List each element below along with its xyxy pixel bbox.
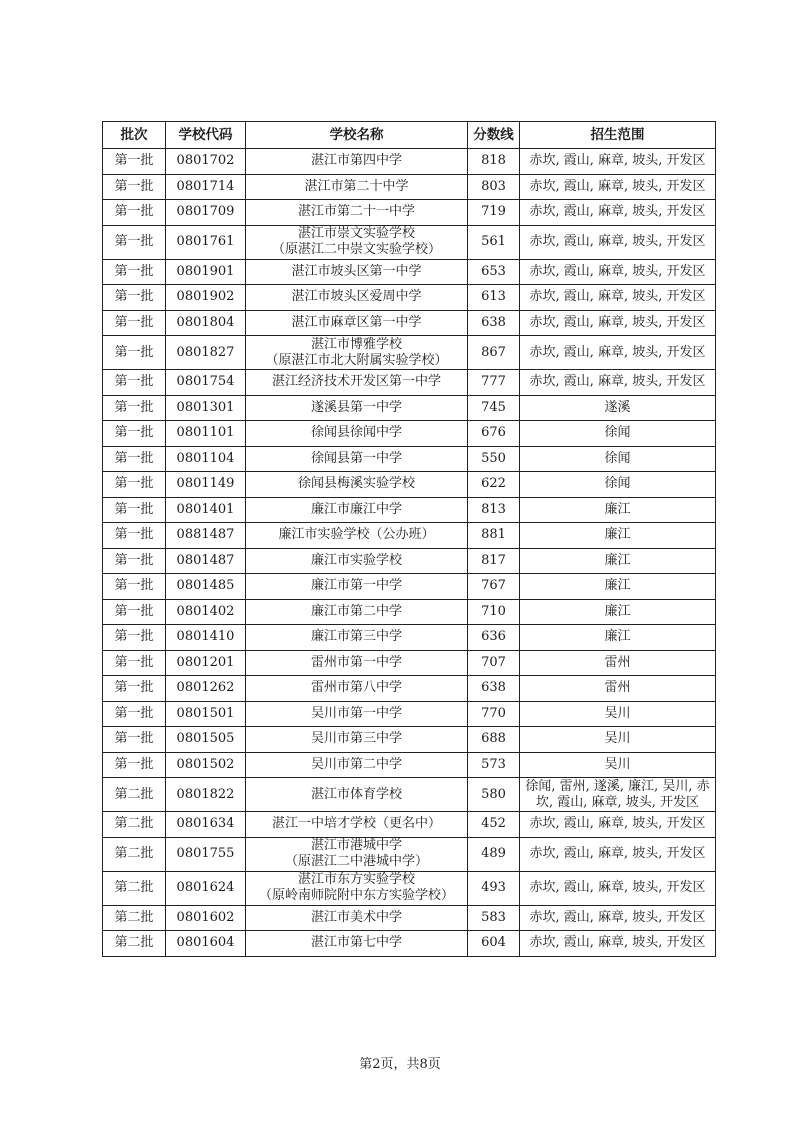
school-name-cell-line: （原湛江市北大附属实验学校） bbox=[265, 352, 448, 368]
batch-cell: 第一批 bbox=[103, 285, 166, 311]
table-row bbox=[103, 225, 716, 259]
enrollment-area-cell bbox=[520, 336, 716, 370]
enrollment-area-cell-line: 赤坎, 霞山, 麻章, 坡头, 开发区 bbox=[529, 314, 706, 330]
school-name-cell bbox=[246, 446, 468, 472]
school-name-cell-line: （原湛江二中崇文实验学校） bbox=[271, 242, 441, 257]
school-code-cell: 0801804 bbox=[166, 310, 246, 336]
enrollment-area-cell bbox=[520, 200, 716, 226]
enrollment-area-cell bbox=[520, 599, 716, 625]
batch-cell: 第一批 bbox=[103, 574, 166, 600]
school-name-cell-line: 徐闻县梅溪实验学校 bbox=[297, 476, 415, 492]
table-row bbox=[103, 650, 716, 676]
batch-cell: 第一批 bbox=[103, 225, 166, 259]
school-name-cell bbox=[246, 625, 468, 651]
score-line-cell: 818 bbox=[468, 149, 520, 175]
batch-cell: 第二批 bbox=[103, 837, 166, 871]
school-name-cell bbox=[246, 200, 468, 226]
enrollment-area-cell bbox=[520, 446, 716, 472]
enrollment-area-cell bbox=[520, 472, 716, 498]
score-line-cell: 580 bbox=[468, 778, 520, 812]
score-line-cell: 583 bbox=[468, 905, 520, 931]
score-line-cell: 817 bbox=[468, 548, 520, 574]
header-score-line: 分数线 bbox=[468, 122, 520, 149]
batch-cell: 第二批 bbox=[103, 778, 166, 812]
school-name-cell-line: 湛江经济技术开发区第一中学 bbox=[271, 374, 441, 390]
score-line-cell: 719 bbox=[468, 200, 520, 226]
school-name-cell bbox=[246, 336, 468, 370]
school-name-cell-line: 湛江一中培才学校（更名中） bbox=[271, 816, 441, 832]
table-row bbox=[103, 625, 716, 651]
school-name-cell bbox=[246, 650, 468, 676]
school-code-cell: 0801714 bbox=[166, 174, 246, 200]
table-row bbox=[103, 548, 716, 574]
enrollment-area-cell-line: 雷州 bbox=[604, 654, 631, 670]
school-name-cell bbox=[246, 149, 468, 175]
school-name-cell bbox=[246, 310, 468, 336]
school-name-cell-line: 廉江市第二中学 bbox=[310, 603, 402, 619]
school-name-cell bbox=[246, 285, 468, 311]
table-row bbox=[103, 446, 716, 472]
school-code-cell: 0801410 bbox=[166, 625, 246, 651]
page-number: 第2页，共8页 bbox=[359, 1057, 441, 1072]
enrollment-area-cell-line: 遂溪 bbox=[604, 399, 631, 415]
enrollment-area-cell bbox=[520, 752, 716, 778]
enrollment-area-cell bbox=[520, 395, 716, 421]
batch-cell: 第一批 bbox=[103, 701, 166, 727]
batch-cell: 第一批 bbox=[103, 676, 166, 702]
header-enrollment-area: 招生范围 bbox=[520, 122, 716, 149]
school-code-cell: 0801101 bbox=[166, 421, 246, 447]
school-name-cell-line: 廉江市第一中学 bbox=[310, 578, 402, 594]
school-name-cell-line: 廉江市第三中学 bbox=[310, 629, 402, 645]
school-name-cell bbox=[246, 676, 468, 702]
enrollment-area-cell-line: 赤坎, 霞山, 麻章, 坡头, 开发区 bbox=[529, 846, 706, 861]
score-line-cell: 550 bbox=[468, 446, 520, 472]
score-line-cell: 777 bbox=[468, 370, 520, 396]
batch-cell: 第一批 bbox=[103, 523, 166, 549]
school-name-cell-line: （原岭南师院附中东方实验学校） bbox=[258, 888, 454, 903]
table-row bbox=[103, 676, 716, 702]
enrollment-area-cell-line: 赤坎, 霞山, 麻章, 坡头, 开发区 bbox=[529, 344, 706, 360]
enrollment-area-cell-line: 廉江 bbox=[604, 552, 631, 568]
enrollment-area-cell bbox=[520, 701, 716, 727]
batch-cell: 第一批 bbox=[103, 421, 166, 447]
enrollment-area-cell-line: 赤坎, 霞山, 麻章, 坡头, 开发区 bbox=[529, 263, 706, 279]
school-name-cell-line: 湛江市体育学校 bbox=[310, 786, 402, 802]
table-row bbox=[103, 871, 716, 905]
header-batch: 批次 bbox=[103, 122, 166, 149]
enrollment-area-cell bbox=[520, 370, 716, 396]
school-name-cell-line: 湛江市东方实验学校 bbox=[297, 872, 415, 887]
enrollment-area-cell bbox=[520, 574, 716, 600]
score-line-cell: 881 bbox=[468, 523, 520, 549]
enrollment-area-cell bbox=[520, 285, 716, 311]
score-line-cell: 688 bbox=[468, 727, 520, 753]
school-name-cell bbox=[246, 225, 468, 259]
batch-cell: 第一批 bbox=[103, 174, 166, 200]
school-name-cell bbox=[246, 871, 468, 905]
school-code-cell: 0801634 bbox=[166, 812, 246, 838]
score-line-cell: 638 bbox=[468, 310, 520, 336]
enrollment-area-cell-line: 坎, 霞山, 麻章, 坡头, 开发区 bbox=[535, 794, 700, 810]
school-name-cell bbox=[246, 574, 468, 600]
enrollment-area-cell-line: 雷州 bbox=[604, 680, 631, 696]
batch-cell: 第一批 bbox=[103, 446, 166, 472]
score-line-cell: 489 bbox=[468, 837, 520, 871]
batch-cell: 第二批 bbox=[103, 905, 166, 931]
school-name-cell-line: 湛江市第二十中学 bbox=[304, 178, 409, 194]
enrollment-area-cell-line: 赤坎, 霞山, 麻章, 坡头, 开发区 bbox=[529, 880, 706, 895]
table-body bbox=[103, 149, 716, 957]
school-name-cell bbox=[246, 523, 468, 549]
table-row bbox=[103, 778, 716, 812]
header-school-code: 学校代码 bbox=[166, 122, 246, 149]
score-line-cell: 613 bbox=[468, 285, 520, 311]
score-line-cell: 813 bbox=[468, 497, 520, 523]
batch-cell: 第一批 bbox=[103, 200, 166, 226]
school-name-cell bbox=[246, 548, 468, 574]
school-name-cell-line: 湛江市第七中学 bbox=[310, 935, 402, 951]
school-name-cell bbox=[246, 599, 468, 625]
batch-cell: 第一批 bbox=[103, 548, 166, 574]
school-code-cell: 0801602 bbox=[166, 905, 246, 931]
school-name-cell-line: 廉江市实验学校 bbox=[310, 552, 402, 568]
table-row bbox=[103, 752, 716, 778]
enrollment-area-cell-line: 赤坎, 霞山, 麻章, 坡头, 开发区 bbox=[529, 935, 706, 951]
enrollment-area-cell-line: 赤坎, 霞山, 麻章, 坡头, 开发区 bbox=[529, 374, 706, 390]
table-row bbox=[103, 812, 716, 838]
score-line-cell: 707 bbox=[468, 650, 520, 676]
enrollment-area-cell-line: 赤坎, 霞山, 麻章, 坡头, 开发区 bbox=[529, 909, 706, 925]
enrollment-area-cell-line: 廉江 bbox=[604, 603, 631, 619]
enrollment-area-cell bbox=[520, 650, 716, 676]
table-row bbox=[103, 259, 716, 285]
enrollment-area-cell bbox=[520, 931, 716, 957]
enrollment-area-cell-line: 赤坎, 霞山, 麻章, 坡头, 开发区 bbox=[529, 816, 706, 832]
table-row bbox=[103, 370, 716, 396]
enrollment-area-cell bbox=[520, 523, 716, 549]
school-name-cell bbox=[246, 752, 468, 778]
enrollment-area-cell-line: 徐闻 bbox=[604, 476, 631, 492]
school-code-cell: 0801487 bbox=[166, 548, 246, 574]
table-row bbox=[103, 472, 716, 498]
batch-cell: 第二批 bbox=[103, 871, 166, 905]
school-code-cell: 0801902 bbox=[166, 285, 246, 311]
school-code-cell: 0801754 bbox=[166, 370, 246, 396]
batch-cell: 第一批 bbox=[103, 497, 166, 523]
school-name-cell-line: 徐闻县徐闻中学 bbox=[310, 425, 402, 441]
enrollment-area-cell-line: 廉江 bbox=[604, 527, 631, 543]
table-row bbox=[103, 574, 716, 600]
enrollment-area-cell bbox=[520, 812, 716, 838]
school-code-cell: 0801761 bbox=[166, 225, 246, 259]
school-name-cell-line: 湛江市第二十一中学 bbox=[297, 204, 415, 220]
enrollment-area-cell-line: 廉江 bbox=[604, 501, 631, 517]
enrollment-area-cell-line: 吴川 bbox=[604, 731, 631, 747]
school-name-cell bbox=[246, 174, 468, 200]
school-name-cell-line: 遂溪县第一中学 bbox=[310, 399, 402, 415]
table-row bbox=[103, 905, 716, 931]
enrollment-area-cell bbox=[520, 676, 716, 702]
enrollment-area-cell bbox=[520, 310, 716, 336]
school-name-cell-line: 湛江市博雅学校 bbox=[310, 336, 402, 352]
school-code-cell: 0801709 bbox=[166, 200, 246, 226]
enrollment-area-cell-line: 赤坎, 霞山, 麻章, 坡头, 开发区 bbox=[529, 289, 706, 305]
school-code-cell: 0801301 bbox=[166, 395, 246, 421]
table-row bbox=[103, 599, 716, 625]
score-line-cell: 653 bbox=[468, 259, 520, 285]
batch-cell: 第二批 bbox=[103, 931, 166, 957]
table-row bbox=[103, 523, 716, 549]
enrollment-area-cell-line: 徐闻 bbox=[604, 450, 631, 466]
school-name-cell-line: 吴川市第二中学 bbox=[310, 756, 402, 772]
school-name-cell-line: 廉江市实验学校（公办班） bbox=[278, 527, 435, 543]
school-code-cell: 0801401 bbox=[166, 497, 246, 523]
table-row bbox=[103, 837, 716, 871]
enrollment-area-cell-line: 徐闻 bbox=[604, 425, 631, 441]
school-code-cell: 0801104 bbox=[166, 446, 246, 472]
batch-cell: 第一批 bbox=[103, 310, 166, 336]
school-name-cell-line: 湛江市坡头区爱周中学 bbox=[291, 289, 422, 305]
school-name-cell bbox=[246, 837, 468, 871]
table-row bbox=[103, 395, 716, 421]
enrollment-area-cell-line: 赤坎, 霞山, 麻章, 坡头, 开发区 bbox=[529, 204, 706, 220]
school-code-cell: 0801402 bbox=[166, 599, 246, 625]
batch-cell: 第一批 bbox=[103, 395, 166, 421]
school-code-cell: 0801505 bbox=[166, 727, 246, 753]
school-name-cell bbox=[246, 472, 468, 498]
school-name-cell bbox=[246, 778, 468, 812]
score-line-cell: 710 bbox=[468, 599, 520, 625]
enrollment-area-cell-line: 廉江 bbox=[604, 629, 631, 645]
enrollment-area-cell-line: 赤坎, 霞山, 麻章, 坡头, 开发区 bbox=[529, 178, 706, 194]
enrollment-area-cell-line: 廉江 bbox=[604, 578, 631, 594]
school-code-cell: 0801501 bbox=[166, 701, 246, 727]
school-name-cell-line: 湛江市第四中学 bbox=[310, 153, 402, 169]
school-code-cell: 0801604 bbox=[166, 931, 246, 957]
enrollment-area-cell-line: 吴川 bbox=[604, 705, 631, 721]
school-code-cell: 0801502 bbox=[166, 752, 246, 778]
table-row bbox=[103, 421, 716, 447]
school-code-cell: 0801822 bbox=[166, 778, 246, 812]
enrollment-area-cell bbox=[520, 778, 716, 812]
school-name-cell-line: 湛江市坡头区第一中学 bbox=[291, 263, 422, 279]
score-line-cell: 767 bbox=[468, 574, 520, 600]
batch-cell: 第一批 bbox=[103, 149, 166, 175]
score-line-cell: 638 bbox=[468, 676, 520, 702]
table-row bbox=[103, 310, 716, 336]
enrollment-area-cell-line: 吴川 bbox=[604, 756, 631, 772]
school-name-cell bbox=[246, 497, 468, 523]
score-line-cell: 770 bbox=[468, 701, 520, 727]
table-row bbox=[103, 727, 716, 753]
score-line-cell: 867 bbox=[468, 336, 520, 370]
admission-score-table bbox=[102, 121, 716, 957]
school-name-cell-line: 湛江市港城中学 bbox=[310, 838, 402, 853]
table-row bbox=[103, 174, 716, 200]
school-name-cell bbox=[246, 370, 468, 396]
enrollment-area-cell bbox=[520, 871, 716, 905]
school-name-cell bbox=[246, 931, 468, 957]
table-row bbox=[103, 200, 716, 226]
score-line-cell: 676 bbox=[468, 421, 520, 447]
table-row bbox=[103, 931, 716, 957]
school-code-cell: 0801702 bbox=[166, 149, 246, 175]
school-name-cell-line: 吴川市第一中学 bbox=[310, 705, 402, 721]
school-name-cell-line: 雷州市第八中学 bbox=[310, 680, 402, 696]
school-name-cell-line: 湛江市美术中学 bbox=[310, 909, 402, 925]
school-name-cell bbox=[246, 259, 468, 285]
enrollment-area-cell bbox=[520, 548, 716, 574]
score-line-cell: 745 bbox=[468, 395, 520, 421]
school-code-cell: 0801201 bbox=[166, 650, 246, 676]
school-name-cell bbox=[246, 395, 468, 421]
school-name-cell-line: 廉江市廉江中学 bbox=[310, 501, 402, 517]
school-name-cell-line: 雷州市第一中学 bbox=[310, 654, 402, 670]
school-name-cell bbox=[246, 421, 468, 447]
enrollment-area-cell bbox=[520, 174, 716, 200]
table-row bbox=[103, 149, 716, 175]
table-row bbox=[103, 336, 716, 370]
batch-cell: 第一批 bbox=[103, 625, 166, 651]
score-line-cell: 452 bbox=[468, 812, 520, 838]
table-row bbox=[103, 701, 716, 727]
score-line-cell: 803 bbox=[468, 174, 520, 200]
school-name-cell-line: 湛江市崇文实验学校 bbox=[297, 226, 415, 241]
enrollment-area-cell bbox=[520, 259, 716, 285]
batch-cell: 第一批 bbox=[103, 599, 166, 625]
batch-cell: 第二批 bbox=[103, 812, 166, 838]
school-code-cell: 0881487 bbox=[166, 523, 246, 549]
school-code-cell: 0801149 bbox=[166, 472, 246, 498]
school-code-cell: 0801485 bbox=[166, 574, 246, 600]
score-line-cell: 622 bbox=[468, 472, 520, 498]
enrollment-area-cell-line: 徐闻, 雷州, 遂溪, 廉江, 吴川, 赤 bbox=[525, 778, 710, 794]
table-row bbox=[103, 497, 716, 523]
school-code-cell: 0801901 bbox=[166, 259, 246, 285]
enrollment-area-cell-line: 赤坎, 霞山, 麻章, 坡头, 开发区 bbox=[529, 153, 706, 169]
school-name-cell bbox=[246, 701, 468, 727]
table-header-row bbox=[103, 122, 716, 149]
school-name-cell bbox=[246, 905, 468, 931]
enrollment-area-cell bbox=[520, 497, 716, 523]
header-school-name: 学校名称 bbox=[246, 122, 468, 149]
score-line-cell: 493 bbox=[468, 871, 520, 905]
enrollment-area-cell bbox=[520, 625, 716, 651]
school-name-cell-line: 吴川市第三中学 bbox=[310, 731, 402, 747]
school-code-cell: 0801755 bbox=[166, 837, 246, 871]
enrollment-area-cell bbox=[520, 225, 716, 259]
batch-cell: 第一批 bbox=[103, 259, 166, 285]
school-name-cell-line: 徐闻县第一中学 bbox=[310, 450, 402, 466]
enrollment-area-cell bbox=[520, 149, 716, 175]
school-code-cell: 0801262 bbox=[166, 676, 246, 702]
school-name-cell bbox=[246, 727, 468, 753]
batch-cell: 第一批 bbox=[103, 370, 166, 396]
score-line-cell: 573 bbox=[468, 752, 520, 778]
enrollment-area-cell-line: 赤坎, 霞山, 麻章, 坡头, 开发区 bbox=[529, 234, 706, 249]
batch-cell: 第一批 bbox=[103, 650, 166, 676]
score-line-cell: 636 bbox=[468, 625, 520, 651]
score-line-cell: 604 bbox=[468, 931, 520, 957]
school-name-cell-line: （原湛江二中港城中学） bbox=[284, 854, 428, 869]
batch-cell: 第一批 bbox=[103, 336, 166, 370]
school-code-cell: 0801827 bbox=[166, 336, 246, 370]
batch-cell: 第一批 bbox=[103, 727, 166, 753]
batch-cell: 第一批 bbox=[103, 472, 166, 498]
batch-cell: 第一批 bbox=[103, 752, 166, 778]
school-code-cell: 0801624 bbox=[166, 871, 246, 905]
enrollment-area-cell bbox=[520, 837, 716, 871]
enrollment-area-cell bbox=[520, 905, 716, 931]
enrollment-area-cell bbox=[520, 421, 716, 447]
school-name-cell bbox=[246, 812, 468, 838]
enrollment-area-cell bbox=[520, 727, 716, 753]
school-name-cell-line: 湛江市麻章区第一中学 bbox=[291, 314, 422, 330]
table-row bbox=[103, 285, 716, 311]
score-line-cell: 561 bbox=[468, 225, 520, 259]
